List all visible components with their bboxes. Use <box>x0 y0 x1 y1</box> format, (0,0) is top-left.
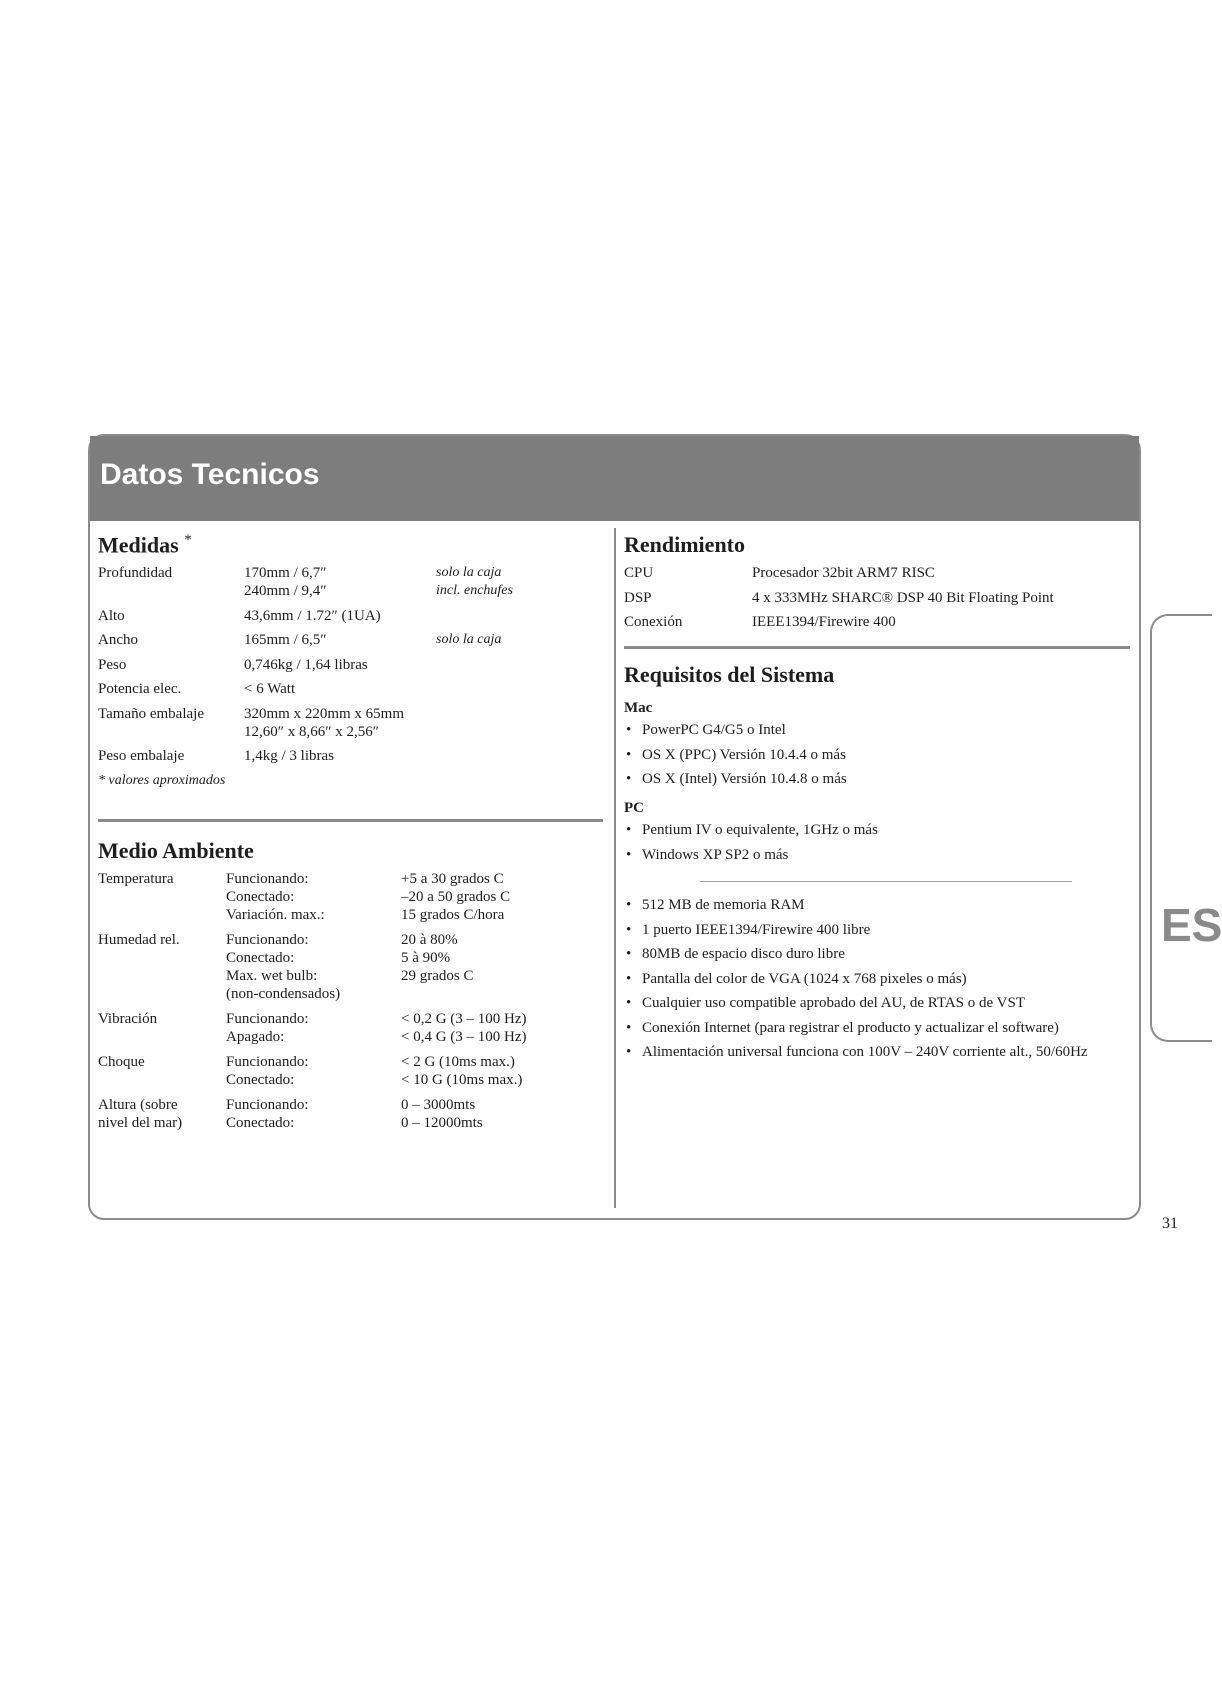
env-condition: Funcionando: <box>226 1011 309 1027</box>
list-separator <box>700 881 1072 882</box>
page-number: 31 <box>1162 1215 1178 1232</box>
medidas-footnote: * valores aproximados <box>98 773 226 788</box>
env-value: < 0,2 G (3 – 100 Hz) <box>401 1011 527 1027</box>
section-divider <box>98 819 603 822</box>
env-condition: Conectado: <box>226 889 295 905</box>
medidas-value: 12,60″ x 8,66″ x 2,56″ <box>244 724 379 740</box>
env-condition: Funcionando: <box>226 932 309 948</box>
medidas-label: Profundidad <box>98 565 173 581</box>
pc-label: PC <box>624 800 644 816</box>
medidas-note: solo la caja <box>436 565 502 580</box>
column-divider <box>614 528 616 1208</box>
medio-ambiente-heading: Medio Ambiente <box>98 838 254 863</box>
list-item: • Pantalla del color de VGA (1024 x 768 pixeles o más) <box>624 970 1088 995</box>
mac-label: Mac <box>624 700 653 716</box>
env-label: Choque <box>98 1054 145 1070</box>
medidas-note: solo la caja <box>436 632 502 647</box>
list-item: • Pentium IV o equivalente, 1GHz o más <box>624 821 878 846</box>
env-label: Humedad rel. <box>98 932 180 948</box>
list-item: • Cualquier uso compatible aprobado del AU, de RTAS o de VST <box>624 994 1088 1019</box>
medidas-value: 0,746kg / 1,64 libras <box>244 657 368 673</box>
perf-label: Conexión <box>624 614 683 630</box>
medidas-value: < 6 Watt <box>244 681 296 697</box>
medidas-label: Peso <box>98 657 127 673</box>
perf-value: 4 x 333MHz SHARC® DSP 40 Bit Floating Point <box>752 590 1054 606</box>
mac-requirements-list <box>624 721 847 795</box>
env-condition: Funcionando: <box>226 1097 309 1113</box>
language-tab <box>1150 614 1222 1042</box>
medidas-value: 170mm / 6,7″ <box>244 565 327 581</box>
env-value: < 0,4 G (3 – 100 Hz) <box>401 1029 527 1045</box>
list-item: • 512 MB de memoria RAM <box>624 896 1088 921</box>
perf-value: IEEE1394/Firewire 400 <box>752 614 896 630</box>
env-condition: Conectado: <box>226 1115 295 1131</box>
language-tab-label: ES <box>1161 899 1222 951</box>
perf-label: DSP <box>624 590 652 606</box>
tech-specs-panel <box>88 434 1141 1220</box>
env-condition: Max. wet bulb: <box>226 968 318 984</box>
env-condition: (non-condensados) <box>226 986 341 1002</box>
section-header <box>90 436 1139 521</box>
env-label: Altura (sobre <box>98 1097 178 1113</box>
medidas-label: Potencia elec. <box>98 681 182 697</box>
common-requirements-list <box>624 896 1088 1068</box>
env-condition: Conectado: <box>226 950 295 966</box>
env-value: 5 à 90% <box>401 950 451 966</box>
env-condition: Funcionando: <box>226 871 309 887</box>
list-item: • OS X (PPC) Versión 10.4.4 o más <box>624 746 847 771</box>
env-value: 0 – 12000mts <box>401 1115 483 1131</box>
medidas-value: 43,6mm / 1.72″ (1UA) <box>244 608 381 624</box>
page-title: Datos Tecnicos <box>100 458 320 491</box>
list-item: • 1 puerto IEEE1394/Firewire 400 libre <box>624 921 1088 946</box>
requisitos-heading: Requisitos del Sistema <box>624 662 835 687</box>
medidas-label: Tamaño embalaje <box>98 706 204 722</box>
list-item: • OS X (Intel) Versión 10.4.8 o más <box>624 770 847 795</box>
env-condition: Funcionando: <box>226 1054 309 1070</box>
env-label: Vibración <box>98 1011 158 1027</box>
medidas-value: 320mm x 220mm x 65mm <box>244 706 405 722</box>
medidas-label: Peso embalaje <box>98 748 185 764</box>
section-divider <box>624 646 1130 649</box>
medidas-heading: Medidas * <box>98 532 192 558</box>
medidas-value: 240mm / 9,4″ <box>244 583 327 599</box>
list-item: • 80MB de espacio disco duro libre <box>624 945 1088 970</box>
pc-requirements-list <box>624 821 878 870</box>
env-label: Temperatura <box>98 871 174 887</box>
env-condition: Conectado: <box>226 1072 295 1088</box>
list-item: • Windows XP SP2 o más <box>624 846 878 871</box>
list-item: • Alimentación universal funciona con 100V – 240V corriente alt., 50/60Hz <box>624 1043 1088 1068</box>
list-item: • PowerPC G4/G5 o Intel <box>624 721 847 746</box>
env-condition: Variación. max.: <box>226 907 325 923</box>
env-value: –20 a 50 grados C <box>401 889 511 905</box>
env-value: 29 grados C <box>401 968 474 984</box>
env-value: < 2 G (10ms max.) <box>401 1054 515 1070</box>
env-value: 0 – 3000mts <box>401 1097 476 1113</box>
perf-value: Procesador 32bit ARM7 RISC <box>752 565 935 581</box>
env-value: +5 a 30 grados C <box>401 871 504 887</box>
env-condition: Apagado: <box>226 1029 285 1045</box>
medidas-label: Ancho <box>98 632 138 648</box>
list-item: • Conexión Internet (para registrar el producto y actualizar el software) <box>624 1019 1088 1044</box>
env-value: 20 à 80% <box>401 932 458 948</box>
env-label: nivel del mar) <box>98 1115 183 1131</box>
medidas-value: 1,4kg / 3 libras <box>244 748 334 764</box>
rendimiento-heading: Rendimiento <box>624 532 745 557</box>
env-value: 15 grados C/hora <box>401 907 505 923</box>
env-value: < 10 G (10ms max.) <box>401 1072 523 1088</box>
medidas-note: incl. enchufes <box>436 583 513 598</box>
medidas-label: Alto <box>98 608 125 624</box>
perf-label: CPU <box>624 565 654 581</box>
medidas-value: 165mm / 6,5″ <box>244 632 327 648</box>
